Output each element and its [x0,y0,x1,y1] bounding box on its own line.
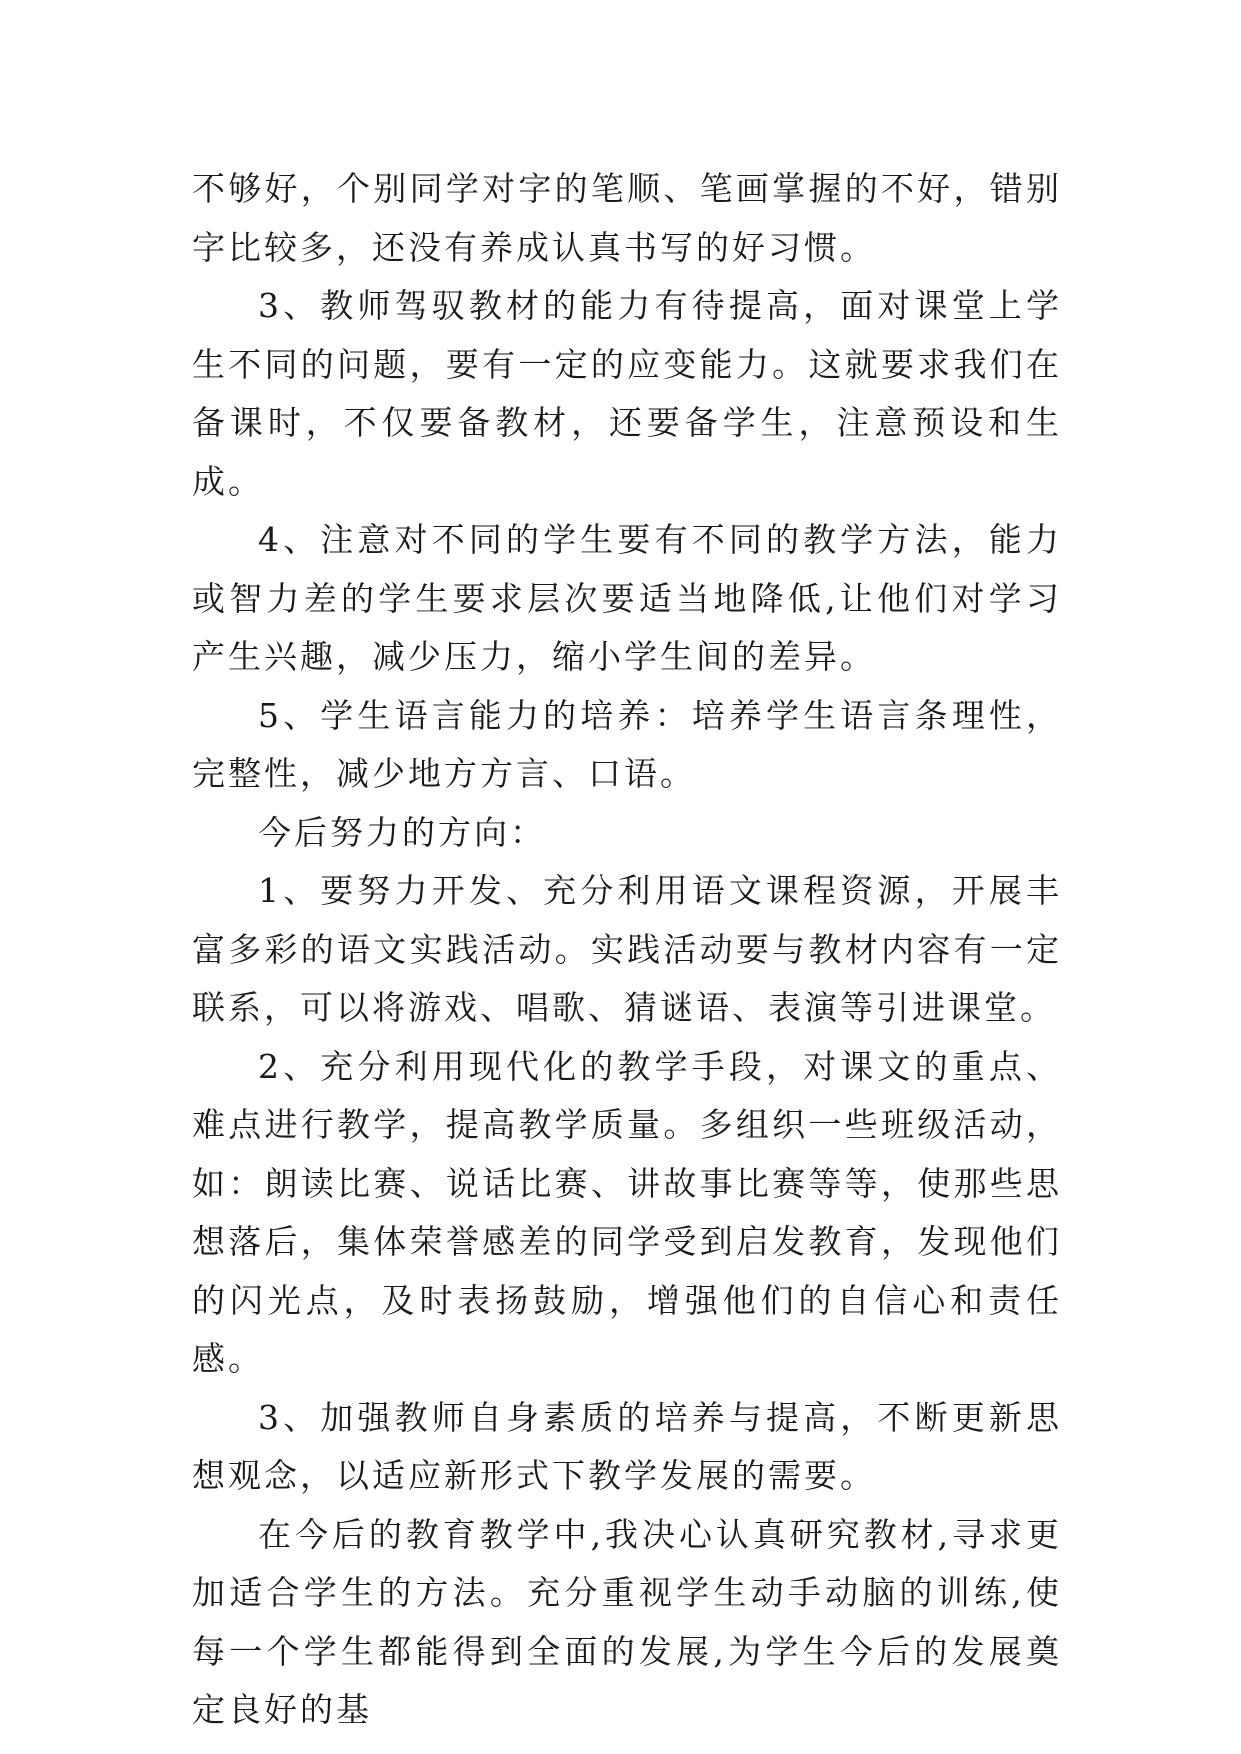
document-body [192,160,1062,1740]
paragraph-item-4-different-methods: 4、注意对不同的学生要有不同的教学方法，能力或智力差的学生要求层次要适当地降低,让他们对学习产生兴趣，减少压力，缩小学生间的差异。 [192,520,1062,676]
paragraph-item-5-language-ability: 5、学生语言能力的培养：培养学生语言条理性，完整性，减少地方方言、口语。 [192,695,1062,793]
paragraph-conclusion: 在今后的教育教学中,我决心认真研究教材,寻求更加适合学生的方法。充分重视学生动手动脑的训练,使每一个学生都能得到全面的发展,为学生今后的发展奠定良好的基 [192,1514,1062,1729]
paragraph-continuation: 不够好，个别同学对字的笔顺、笔画掌握的不好，错别字比较多，还没有养成认真书写的好习惯。 [192,169,1062,267]
paragraph-direction-2: 2、充分利用现代化的教学手段，对课文的重点、难点进行教学，提高教学质量。多组织一些班级活动，如：朗读比赛、说话比赛、讲故事比赛等等，使那些思想落后，集体荣誉感差的同学受到启发教育，发现他们的闪光点，及时表扬鼓励，增强他们的自信心和责任感。 [192,1046,1062,1378]
paragraph-direction-3: 3、加强教师自身素质的培养与提高，不断更新思想观念，以适应新形式下教学发展的需要。 [192,1397,1062,1495]
section-heading-future-direction: 今后努力的方向： [258,812,546,852]
paragraph-direction-1: 1、要努力开发、充分利用语文课程资源，开展丰富多彩的语文实践活动。实践活动要与教材内容有一定联系，可以将游戏、唱歌、猜谜语、表演等引进课堂。 [192,871,1062,1027]
paragraph-item-3-teacher-ability: 3、教师驾驭教材的能力有待提高，面对课堂上学生不同的问题，要有一定的应变能力。这就要求我们在备课时，不仅要备教材，还要备学生，注意预设和生成。 [192,286,1062,501]
